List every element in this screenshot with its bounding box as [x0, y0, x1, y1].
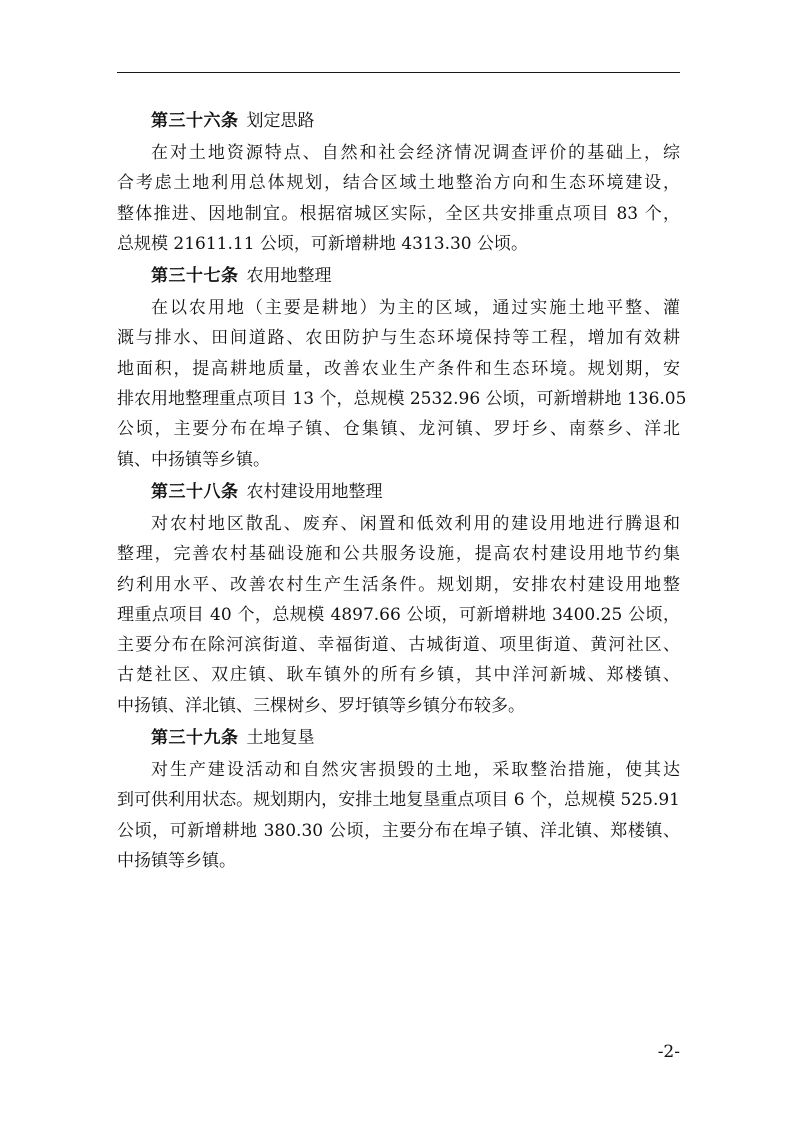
paragraph-line: 镇、中扬镇等乡镇。 — [117, 449, 270, 470]
paragraph-line: 约利用水平、改善农村生产生活条件。规划期，安排农村建设用地整 — [117, 574, 680, 595]
paragraph-line: 中扬镇等乡镇。 — [117, 850, 236, 871]
paragraph-line: 整体推进、因地制宜。根据宿城区实际，全区共安排重点项目 83 个， — [117, 203, 680, 224]
paragraph-line: 对生产建设活动和自然灾害损毁的土地，采取整治措施，使其达 — [151, 760, 680, 781]
article-title: 农村建设用地整理 — [246, 481, 383, 502]
article-title: 土地复垦 — [246, 728, 315, 749]
paragraph-line: 古楚社区、双庄镇、耿车镇外的所有乡镇，其中洋河新城、郑楼镇、 — [117, 665, 680, 686]
article-38-heading — [117, 475, 680, 509]
paragraph-line: 合考虑土地利用总体规划，结合区域土地整治方向和生态环境建设， — [117, 173, 680, 194]
paragraph-line: 公顷，可新增耕地 380.30 公顷，主要分布在埠子镇、洋北镇、郑楼镇、 — [117, 820, 680, 841]
article-39-heading — [117, 721, 680, 755]
paragraph-line: 地面积，提高耕地质量，改善农业生产条件和生态环境。规划期，安 — [117, 358, 680, 379]
article-37-heading — [117, 259, 680, 293]
article-number: 第三十七条 — [151, 266, 239, 287]
header-rule — [117, 72, 680, 73]
article-number: 第三十九条 — [151, 728, 239, 749]
article-number: 第三十六条 — [151, 111, 239, 131]
article-number: 第三十八条 — [151, 481, 239, 502]
paragraph-line: 公顷，主要分布在埠子镇、仓集镇、龙河镇、罗圩乡、南蔡乡、洋北 — [117, 419, 680, 440]
paragraph-line: 理重点项目 40 个，总规模 4897.66 公顷，可新增耕地 3400.25 公顷， — [117, 604, 680, 625]
article-39-paragraph — [117, 755, 680, 876]
paragraph-line: 对农村地区散乱、废弃、闲置和低效利用的建设用地进行腾退和 — [151, 513, 680, 534]
article-36-heading — [117, 104, 680, 138]
article-38-paragraph — [117, 509, 680, 721]
page-number: -2- — [657, 1042, 680, 1062]
paragraph-line: 在对土地资源特点、自然和社会经济情况调查评价的基础上，综 — [151, 143, 680, 163]
article-title: 农用地整理 — [246, 266, 332, 287]
document-body — [117, 104, 687, 876]
paragraph-line: 在以农用地（主要是耕地）为主的区域，通过实施土地平整、灌 — [151, 298, 680, 319]
paragraph-line: 溉与排水、田间道路、农田防护与生态环境保持等工程，增加有效耕 — [117, 328, 680, 349]
paragraph-line: 到可供利用状态。规划期内，安排土地复垦重点项目 6 个，总规模 525.91 — [117, 790, 680, 811]
article-36-paragraph — [117, 138, 680, 259]
article-37-paragraph — [117, 293, 687, 475]
paragraph-line: 排农用地整理重点项目 13 个，总规模 2532.96 公顷，可新增耕地 136.05 — [117, 389, 687, 410]
paragraph-line: 中扬镇、洋北镇、三棵树乡、罗圩镇等乡镇分布较多。 — [117, 695, 525, 716]
article-title: 划定思路 — [246, 111, 315, 131]
paragraph-line: 总规模 21611.11 公顷，可新增耕地 4313.30 公顷。 — [117, 233, 529, 254]
paragraph-line: 整理，完善农村基础设施和公共服务设施，提高农村建设用地节约集 — [117, 544, 680, 565]
paragraph-line: 主要分布在除河滨街道、幸福街道、古城街道、项里街道、黄河社区、 — [117, 635, 680, 656]
